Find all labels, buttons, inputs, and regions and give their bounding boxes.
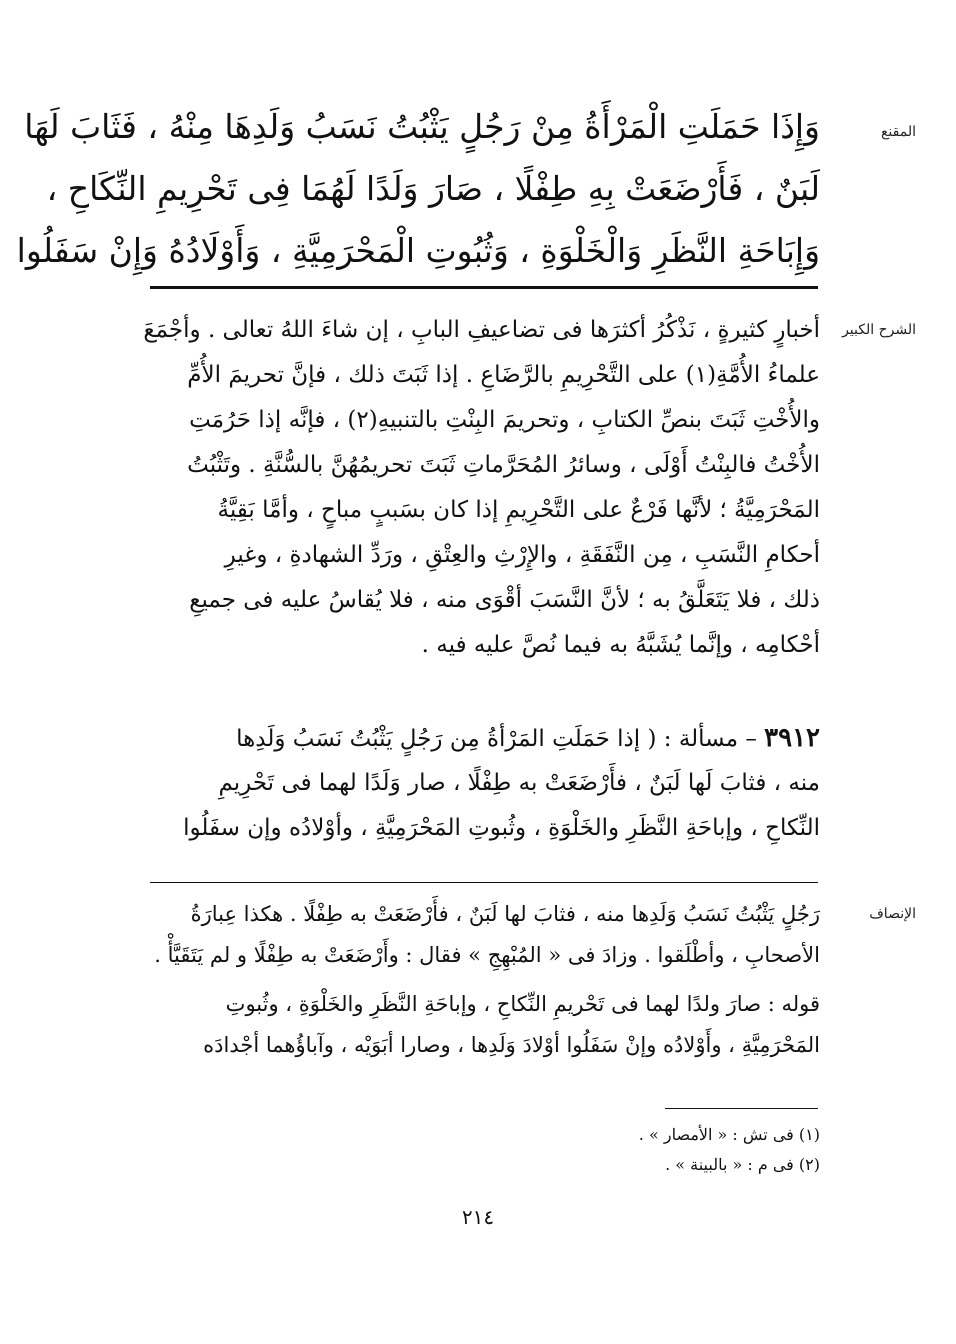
muqni-label: المقنع xyxy=(880,124,916,140)
muqni-text xyxy=(16,96,820,282)
muqni-line: وَإِبَاحَةِ النَّظَرِ وَالْخَلْوَةِ ، وَثُبُوتِ الْمَحْرَمِيَّةِ ، وَأَوْلَادُهُ وَإِنْ سَفَلُوا xyxy=(16,231,820,270)
masala-text xyxy=(140,716,820,851)
insaf-text xyxy=(140,894,820,1066)
page-number: ٢١٤ xyxy=(461,1205,495,1229)
muqni-line: وَإِذَا حَمَلَتِ الْمَرْأَةُ مِنْ رَجُلٍ يَثْبُتُ نَسَبُ وَلَدِهَا مِنْهُ ، فَثَابَ لَهَا xyxy=(24,107,820,146)
sharh-line: أحْكامِه ، وإنَّما يُشَبَّهُ به فيما نُصَّ عليه فيه . xyxy=(421,632,820,658)
masala-line xyxy=(140,716,820,761)
insaf-line: الأصحابِ ، وأطْلَقوا . وزادَ فى « المُبْهِجِ » فقال : وأَرْضَعَتْ به طِفْلًا و لم يَتَقَيَّأْ . xyxy=(154,943,820,967)
section-divider xyxy=(150,286,818,289)
masala-line: منه ، فثابَ لَها لَبَنٌ ، فأَرْضَعَتْ به طِفْلًا ، صار وَلَدًا لهما فى تَحْرِيمِ xyxy=(218,770,820,796)
masala-line-text: – مسألة : ( إذا حَمَلَتِ المَرْأةُ مِن رَجُلٍ يَثْبُتُ نَسَبُ وَلَدِها xyxy=(236,726,757,752)
insaf-label: الإنصاف xyxy=(869,906,916,922)
sharh-line: أحكامِ النَّسَبِ ، مِن النَّفَقَةِ ، والإِرْثِ والعِتْقِ ، ورَدِّ الشهادةِ ، وغيرِ xyxy=(224,542,820,568)
footnote: (٢) فى م : « بالبينة » . xyxy=(665,1155,820,1174)
footnote-divider xyxy=(665,1108,818,1109)
muqni-line: لَبَنٌ ، فَأَرْضَعَتْ بِهِ طِفْلًا ، صَارَ وَلَدًا لَهُمَا فِى تَحْرِيمِ النِّكَاحِ ، xyxy=(46,169,820,208)
masala-line: النِّكاحِ ، وإباحَةِ النَّظَرِ والخَلْوَةِ ، وثُبوتِ المَحْرَمِيَّةِ ، وأوْلادُه وإن سفَلُوا xyxy=(183,815,820,841)
masala-number: ٣٩١٢ xyxy=(764,723,820,753)
insaf-line: رَجُلٍ يَثْبُتُ نَسَبُ وَلَدِها منه ، فثابَ لها لَبَنٌ ، فأَرْضَعَتْ به طِفْلًا . هكذا عِبارَةُ xyxy=(190,902,820,926)
sharh-text xyxy=(140,308,820,668)
sharh-label: الشرح الكبير xyxy=(842,322,916,338)
footnote: (١) فى تش : « الأمصار » . xyxy=(638,1125,820,1144)
insaf-line: المَحْرَمِيَّةِ ، وأَوْلادُه وإنْ سَفَلُوا أوْلادَ وَلَدِها ، وصارا أبَوَيْه ، وآباؤُهما أجْدادَه xyxy=(203,1033,820,1057)
sharh-line: الأُخْتُ فالبِنْتُ أَوْلَى ، وسائرُ المُحَرَّماتِ ثَبَتَ تحريمُهُنَّ بالسُّنَّةِ . وتَثْبُتُ xyxy=(187,452,820,478)
sharh-line: المَحْرَمِيَّةُ ؛ لأنَّها فَرْعٌ على التَّحْرِيمِ إذا كان بسَببٍ مباحٍ ، وأمَّا بَقِيَّةُ xyxy=(217,497,820,523)
footnotes xyxy=(140,1120,820,1180)
section-divider xyxy=(150,882,818,883)
sharh-line: ذلك ، فلا يَتَعَلَّقُ به ؛ لأنَّ النَّسَبَ أقْوَى منه ، فلا يُقاسُ عليه فى جميعِ xyxy=(189,587,820,613)
insaf-line: قوله : صارَ ولدًا لهما فى تَحْريمِ النِّكاحِ ، وإباحَةِ النَّظَرِ والخَلْوَةِ ، وثُبوتِ xyxy=(225,992,820,1016)
sharh-line: علماءُ الأُمَّةِ(١) على التَّحْرِيمِ بالرَّضَاعِ . إذا ثَبَتَ ذلك ، فإنَّ تحريمَ الأُمِّ xyxy=(187,362,820,388)
sharh-line: أخبارٍ كثيرةٍ ، نَذْكُرُ أكثرَها فى تضاعيفِ البابِ ، إن شاءَ اللهُ تعالى . وأجْمَعَ xyxy=(143,317,820,343)
sharh-line: والأُخْتِ ثَبَتَ بنصِّ الكتابِ ، وتحريمَ البِنْتِ بالتنبيهِ(٢) ، فإنَّه إذا حَرُمَتِ xyxy=(189,407,820,433)
